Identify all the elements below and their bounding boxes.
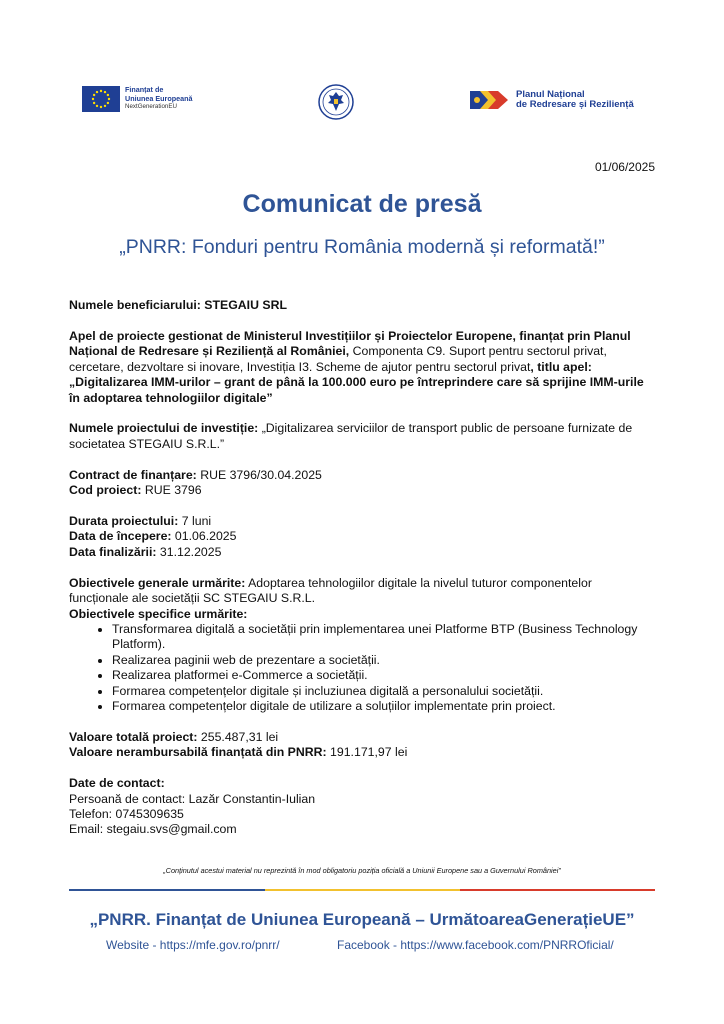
start-date-label: Data de începere: bbox=[69, 529, 172, 544]
specific-objectives-heading bbox=[69, 607, 649, 622]
total-value-value: 255.487,31 lei bbox=[197, 729, 279, 744]
contract-label: Contract de finanțare: bbox=[69, 467, 197, 482]
document-date: 01/06/2025 bbox=[594, 160, 655, 174]
divider-segment-blue bbox=[69, 889, 265, 891]
tricolor-divider bbox=[69, 889, 655, 891]
page-subtitle: „PNRR: Fonduri pentru România modernă și reformată!” bbox=[119, 236, 605, 258]
project-name-label: Numele proiectului de investiție: bbox=[69, 421, 259, 436]
eu-logo-line1: Finanțat de bbox=[125, 85, 164, 95]
list-item: • Realizarea paginii web de prezentare a societății. bbox=[112, 653, 649, 668]
romanian-government-seal-icon bbox=[318, 84, 354, 120]
project-name-value: „Digitalizarea serviciilor de transport public de persoane furnizate de societatea STEGAIU S.R.L.” bbox=[69, 421, 633, 451]
pnrr-logo bbox=[470, 89, 634, 111]
start-date-value: 01.06.2025 bbox=[171, 529, 237, 544]
contact-label: Date de contact: bbox=[69, 776, 165, 791]
specific-objectives-list bbox=[69, 622, 649, 714]
contact-email: Email: stegaiu.svs@gmail.com bbox=[69, 822, 237, 837]
duration-value: 7 luni bbox=[178, 514, 212, 529]
page-title: Comunicat de presă bbox=[242, 190, 482, 218]
duration-line bbox=[69, 514, 649, 529]
nonrefundable-value: 191.171,97 lei bbox=[326, 745, 408, 760]
beneficiary-label: Numele beneficiarului: bbox=[69, 298, 201, 312]
start-date-line bbox=[69, 529, 649, 544]
contact-person: Persoană de contact: Lazăr Constantin-Iulian bbox=[69, 791, 316, 806]
contact-heading bbox=[69, 776, 649, 791]
pnrr-logo-line1: Planul Național bbox=[516, 88, 585, 100]
list-item: • Realizarea platformei e-Commerce a societății. bbox=[112, 668, 649, 683]
facebook-link[interactable]: Facebook - https://www.facebook.com/PNRROficial/ bbox=[337, 938, 614, 952]
call-details: Componenta C9. Suport pentru sectorul privat, cercetare, dezvoltare si inovare, Investiția I3. Scheme de ajutor pentru sectorul privat bbox=[69, 344, 607, 374]
general-objectives-line bbox=[69, 576, 649, 607]
pnrr-arrow-icon bbox=[470, 89, 510, 111]
divider-segment-red bbox=[460, 889, 655, 891]
call-paragraph bbox=[69, 329, 649, 406]
beneficiary-value: STEGAIU SRL bbox=[200, 298, 287, 312]
eu-logo-line2: Uniunea Europeană bbox=[125, 93, 193, 103]
contract-line bbox=[69, 468, 649, 483]
pnrr-logo-line2: de Redresare și Reziliență bbox=[516, 99, 634, 110]
general-objectives-value: Adoptarea tehnologiilor digitale la nivelul tuturor componentelor funcționale ale societății SC STEGAIU S.R.L. bbox=[69, 575, 592, 606]
disclaimer-text: „Conținutul acestui material nu reprezintă în mod obligatoriu poziția oficială a Uniunii Europene sau a Guvernului României” bbox=[163, 866, 561, 875]
end-date-line bbox=[69, 545, 649, 560]
press-release-body bbox=[69, 298, 649, 838]
specific-objectives-label: Obiectivele specifice urmărite: bbox=[69, 606, 248, 621]
pnrr-logo-text bbox=[516, 90, 634, 111]
code-label: Cod proiect: bbox=[69, 483, 142, 498]
total-value-line bbox=[69, 730, 649, 745]
call-title: , titlu apel: „Digitalizarea IMM-urilor – grant de până la 100.000 euro pe întreprindere care să sprijine IMM-urile în adoptarea tehnologiilor digitale” bbox=[69, 359, 644, 405]
end-date-value: 31.12.2025 bbox=[156, 544, 222, 559]
eu-flag-icon bbox=[82, 86, 120, 112]
eu-logo-text bbox=[125, 86, 193, 112]
list-item: • Transformarea digitală a societății prin implementarea unei Platforme BTP (Business Technology Platform). bbox=[112, 622, 649, 653]
contract-value: RUE 3796/30.04.2025 bbox=[196, 467, 322, 482]
total-value-label: Valoare totală proiect: bbox=[69, 729, 198, 744]
eu-logo-line3: NextGenerationEU bbox=[125, 103, 177, 111]
eu-funding-logo bbox=[82, 86, 193, 112]
duration-label: Durata proiectului: bbox=[69, 514, 179, 529]
list-item: • Formarea competențelor digitale și incluziunea digitală a personalului societății. bbox=[112, 684, 649, 699]
end-date-label: Data finalizării: bbox=[69, 544, 157, 559]
code-value: RUE 3796 bbox=[141, 483, 202, 498]
call-intro: Apel de proiecte gestionat de Ministerul Investițiilor și Proiectelor Europene, finanțat prin Planul Național de Redresare și Reziliență al României, bbox=[69, 328, 631, 359]
project-name-line bbox=[69, 421, 649, 452]
divider-segment-yellow bbox=[265, 889, 460, 891]
footer-slogan: „PNRR. Finanțat de Uniunea Europeană – UrmătoareaGenerațieUE” bbox=[89, 910, 635, 929]
general-objectives-label: Obiectivele generale urmărite: bbox=[69, 575, 246, 590]
contact-phone: Telefon: 0745309635 bbox=[69, 807, 184, 822]
nonrefundable-label: Valoare nerambursabilă finanțată din PNRR: bbox=[69, 745, 327, 760]
nonrefundable-line bbox=[69, 745, 649, 760]
code-line bbox=[69, 483, 649, 498]
list-item: • Formarea competențelor digitale de utilizare a soluțiilor implementate prin proiect. bbox=[112, 699, 649, 714]
website-link[interactable]: Website - https://mfe.gov.ro/pnrr/ bbox=[106, 938, 280, 952]
beneficiary-line bbox=[69, 298, 649, 313]
